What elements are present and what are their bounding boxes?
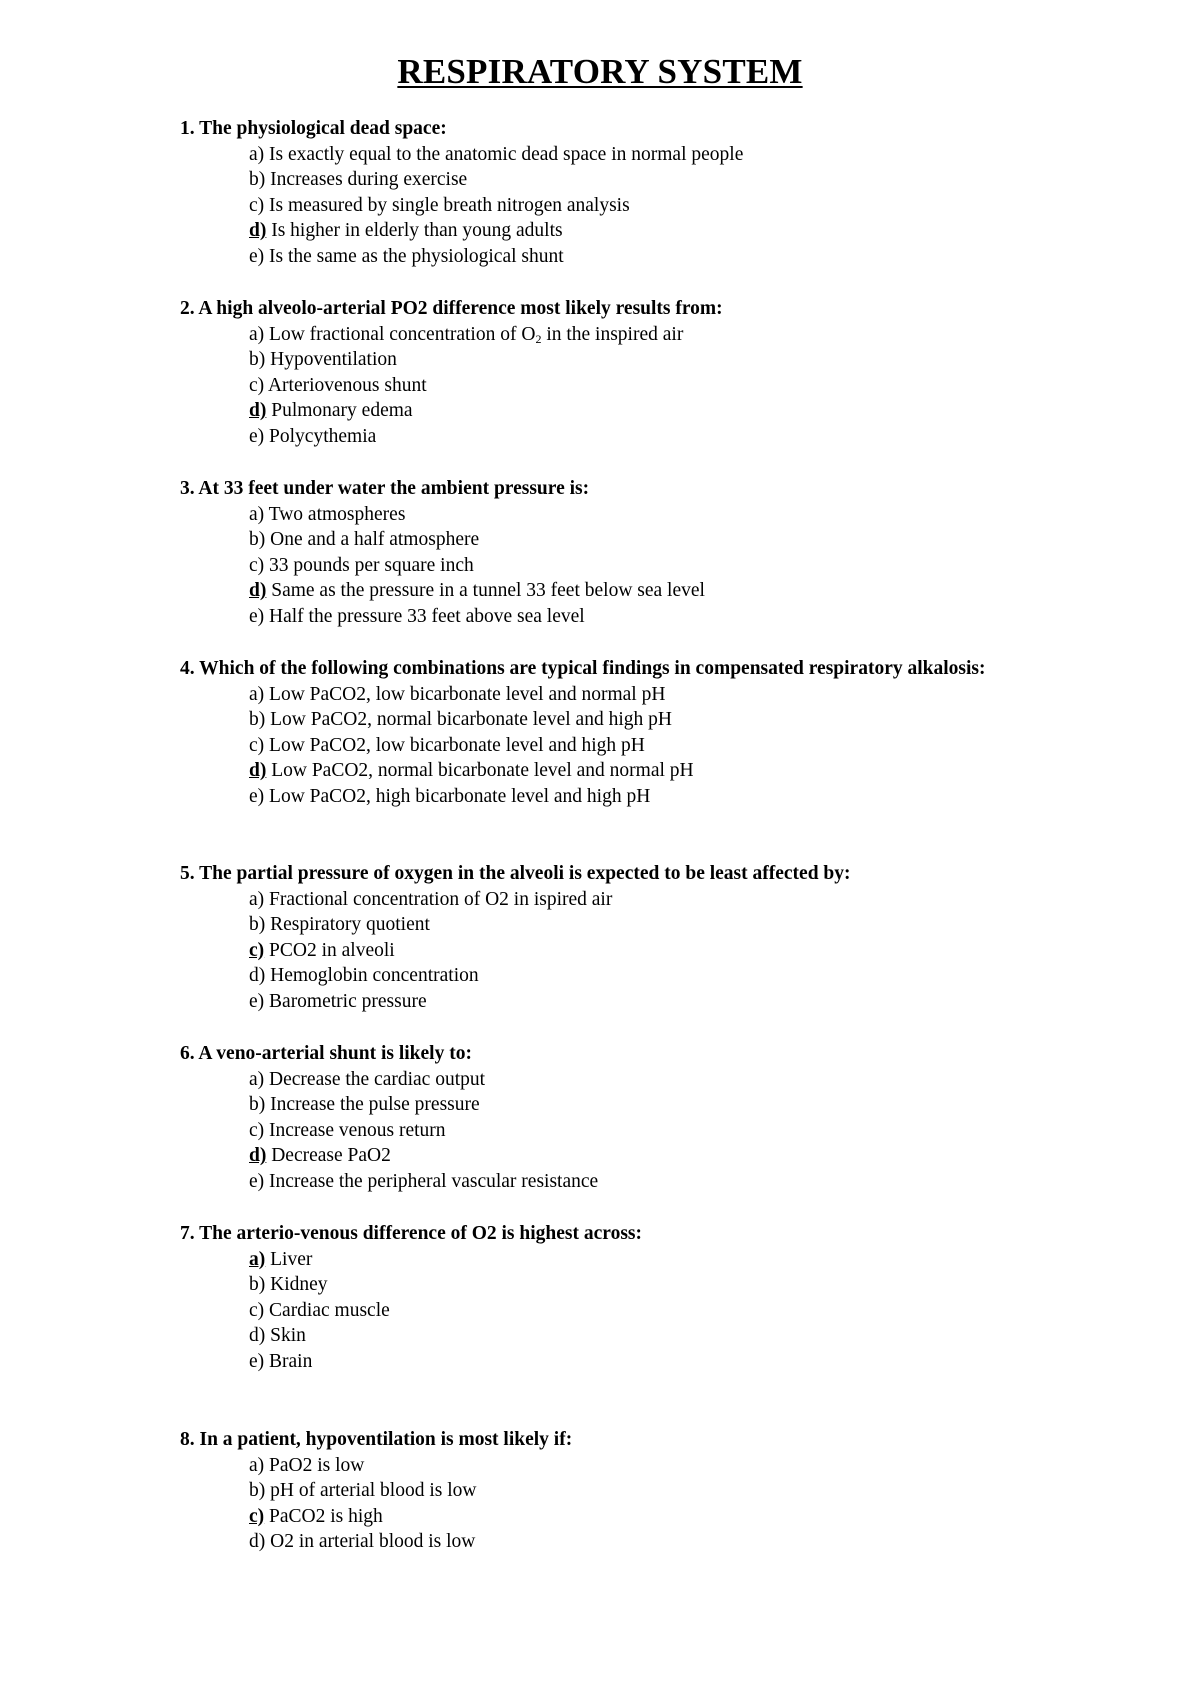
option-text: Cardiac muscle xyxy=(264,1299,390,1321)
option-letter: d) xyxy=(249,965,266,987)
option-a xyxy=(249,142,1060,168)
option-list xyxy=(180,1247,1060,1375)
option-text: Same as the pressure in a tunnel 33 feet below sea level xyxy=(266,580,705,602)
question-text: 3. At 33 feet under water the ambient pressure is: xyxy=(180,478,590,499)
correct-answer-letter: d) xyxy=(249,580,267,602)
option-text: One and a half atmosphere xyxy=(265,529,480,551)
option-letter: a) xyxy=(249,1068,265,1090)
question-3 xyxy=(180,476,1060,629)
option-letter: b) xyxy=(249,1480,266,1502)
option-letter: c) xyxy=(249,194,265,216)
option-letter: a) xyxy=(249,683,265,705)
option-text: Increases during exercise xyxy=(265,169,468,191)
option-letter: d) xyxy=(249,1325,266,1347)
option-text: PaCO2 is high xyxy=(264,1505,383,1527)
question-1 xyxy=(180,116,1060,269)
option-a xyxy=(249,887,1060,913)
question-text: 7. The arterio-venous difference of O2 is highest across: xyxy=(180,1223,642,1244)
question-2 xyxy=(180,296,1060,449)
question-text: 6. A veno-arterial shunt is likely to: xyxy=(180,1043,472,1064)
option-text: Half the pressure 33 feet above sea level xyxy=(264,605,585,627)
correct-answer-letter: d) xyxy=(249,1145,267,1167)
question-text: 8. In a patient, hypoventilation is most likely if: xyxy=(180,1429,573,1450)
question-text: 2. A high alveolo-arterial PO2 difference most likely results from: xyxy=(180,298,723,319)
option-letter: e) xyxy=(249,425,265,447)
option-text: Increase venous return xyxy=(264,1119,446,1141)
option-letter: c) xyxy=(249,374,265,396)
option-text: Brain xyxy=(264,1350,313,1372)
option-letter: e) xyxy=(249,785,265,807)
option-d xyxy=(249,218,1060,244)
correct-answer-letter: d) xyxy=(249,760,267,782)
option-c xyxy=(249,1118,1060,1144)
option-letter: a) xyxy=(249,503,265,525)
question-7 xyxy=(180,1221,1060,1374)
option-list xyxy=(180,502,1060,630)
option-c xyxy=(249,553,1060,579)
option-letter: d) xyxy=(249,1531,266,1553)
option-e xyxy=(249,244,1060,270)
option-text: Decrease PaO2 xyxy=(266,1145,391,1167)
option-letter: b) xyxy=(249,709,266,731)
option-text-after: in the inspired air xyxy=(541,323,684,345)
option-letter: b) xyxy=(249,914,266,936)
option-text: Liver xyxy=(265,1248,313,1270)
option-b xyxy=(249,167,1060,193)
option-e xyxy=(249,1169,1060,1195)
option-text: PCO2 in alveoli xyxy=(264,939,395,961)
option-b xyxy=(249,707,1060,733)
option-a xyxy=(249,502,1060,528)
option-b xyxy=(249,1092,1060,1118)
option-text: Is higher in elderly than young adults xyxy=(266,220,563,242)
option-text: Arteriovenous shunt xyxy=(264,374,427,396)
option-text: Low PaCO2, normal bicarbonate level and high pH xyxy=(265,709,672,731)
option-letter: c) xyxy=(249,734,265,756)
option-letter: b) xyxy=(249,349,266,371)
option-d xyxy=(249,1323,1060,1349)
option-letter: a) xyxy=(249,888,265,910)
option-d xyxy=(249,758,1060,784)
option-a xyxy=(249,1453,1060,1479)
correct-answer-letter: d) xyxy=(249,220,267,242)
option-list xyxy=(180,1453,1060,1555)
correct-answer-letter: c) xyxy=(249,1505,265,1527)
option-text: Is the same as the physiological shunt xyxy=(264,245,564,267)
option-b xyxy=(249,527,1060,553)
question-text: 4. Which of the following combinations are typical findings in compensated respiratory alkalosis: xyxy=(180,658,986,679)
option-text: Increase the pulse pressure xyxy=(265,1094,480,1116)
option-c xyxy=(249,733,1060,759)
option-d xyxy=(249,398,1060,424)
option-b xyxy=(249,912,1060,938)
option-list xyxy=(180,142,1060,270)
option-e xyxy=(249,424,1060,450)
option-c xyxy=(249,1298,1060,1324)
option-d xyxy=(249,1529,1060,1555)
option-letter: a) xyxy=(249,1454,265,1476)
option-a xyxy=(249,1247,1060,1273)
option-c xyxy=(249,938,1060,964)
option-letter: c) xyxy=(249,554,265,576)
option-c xyxy=(249,1504,1060,1530)
option-letter: c) xyxy=(249,1119,265,1141)
option-text: Hemoglobin concentration xyxy=(265,965,479,987)
option-letter: b) xyxy=(249,1094,266,1116)
option-e xyxy=(249,604,1060,630)
option-c xyxy=(249,373,1060,399)
option-b xyxy=(249,1478,1060,1504)
option-b xyxy=(249,347,1060,373)
option-e xyxy=(249,989,1060,1015)
option-letter: a) xyxy=(249,323,265,345)
option-letter: b) xyxy=(249,529,266,551)
option-text: Hypoventilation xyxy=(265,349,397,371)
option-letter: e) xyxy=(249,605,265,627)
correct-answer-letter: c) xyxy=(249,939,265,961)
question-4 xyxy=(180,656,1060,809)
option-text: Pulmonary edema xyxy=(266,400,413,422)
option-list xyxy=(180,887,1060,1015)
option-letter: e) xyxy=(249,1170,265,1192)
option-d xyxy=(249,1143,1060,1169)
option-b xyxy=(249,1272,1060,1298)
option-letter: e) xyxy=(249,990,265,1012)
option-text: Decrease the cardiac output xyxy=(264,1068,486,1090)
option-text: Increase the peripheral vascular resistance xyxy=(264,1170,599,1192)
option-text: Is measured by single breath nitrogen analysis xyxy=(264,194,630,216)
option-text: pH of arterial blood is low xyxy=(265,1480,477,1502)
option-c xyxy=(249,193,1060,219)
correct-answer-letter: d) xyxy=(249,400,267,422)
option-text: Low PaCO2, normal bicarbonate level and normal pH xyxy=(266,760,694,782)
option-text: Fractional concentration of O2 in ispired air xyxy=(264,888,613,910)
option-text: 33 pounds per square inch xyxy=(264,554,474,576)
question-5 xyxy=(180,861,1060,1014)
option-text: Two atmospheres xyxy=(264,503,406,525)
correct-answer-letter: a) xyxy=(249,1248,266,1270)
option-letter: b) xyxy=(249,169,266,191)
option-text: PaO2 is low xyxy=(264,1454,365,1476)
question-8 xyxy=(180,1427,1060,1555)
option-letter: c) xyxy=(249,1299,265,1321)
option-list xyxy=(180,1067,1060,1195)
question-6 xyxy=(180,1041,1060,1194)
option-list xyxy=(180,322,1060,450)
subscript: 2 xyxy=(535,331,542,346)
option-letter: e) xyxy=(249,245,265,267)
option-e xyxy=(249,1349,1060,1375)
option-e xyxy=(249,784,1060,810)
option-text: Low PaCO2, high bicarbonate level and high pH xyxy=(264,785,651,807)
page-title: RESPIRATORY SYSTEM xyxy=(397,52,803,91)
option-text: Barometric pressure xyxy=(264,990,427,1012)
option-text: Low fractional concentration of O xyxy=(264,323,536,345)
option-a xyxy=(249,1067,1060,1093)
option-letter: b) xyxy=(249,1274,266,1296)
option-text: O2 in arterial blood is low xyxy=(265,1531,476,1553)
option-letter: e) xyxy=(249,1350,265,1372)
option-text: Low PaCO2, low bicarbonate level and normal pH xyxy=(264,683,666,705)
option-text: Respiratory quotient xyxy=(265,914,430,936)
option-d xyxy=(249,963,1060,989)
option-letter: a) xyxy=(249,143,265,165)
option-text: Skin xyxy=(265,1325,306,1347)
option-a xyxy=(249,682,1060,708)
option-text: Polycythemia xyxy=(264,425,377,447)
option-text: Is exactly equal to the anatomic dead space in normal people xyxy=(264,143,744,165)
option-a xyxy=(249,322,1060,348)
option-text: Kidney xyxy=(265,1274,328,1296)
option-d xyxy=(249,578,1060,604)
option-list xyxy=(180,682,1060,810)
option-text: Low PaCO2, low bicarbonate level and high pH xyxy=(264,734,645,756)
question-text: 5. The partial pressure of oxygen in the alveoli is expected to be least affected by: xyxy=(180,863,851,884)
question-text: 1. The physiological dead space: xyxy=(180,118,447,139)
